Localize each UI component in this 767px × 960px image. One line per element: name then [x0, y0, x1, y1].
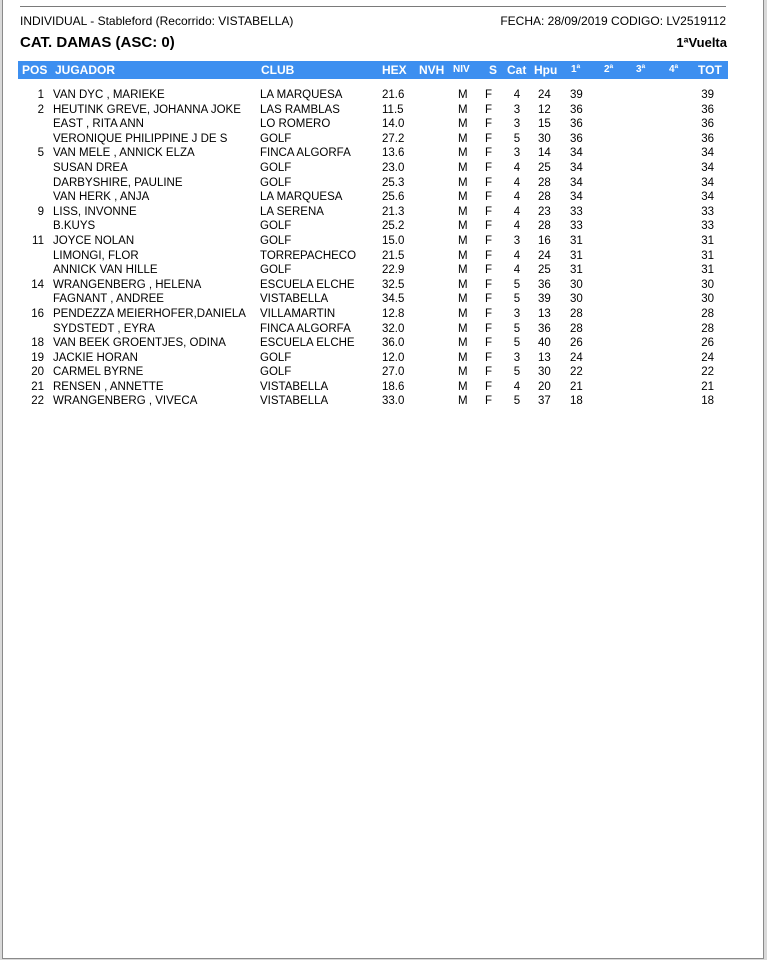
- playing-handicap: 40: [538, 337, 551, 350]
- club-name: FINCA ALGORFA: [260, 322, 351, 335]
- level: M: [458, 337, 468, 350]
- table-row: [3, 264, 763, 279]
- sex: F: [485, 234, 493, 247]
- table-row: [3, 177, 763, 192]
- table-row: [3, 104, 763, 119]
- handicap-exact: 27.0: [382, 366, 405, 379]
- playing-handicap: 36: [538, 322, 551, 335]
- col-round-3: 3ª: [636, 64, 646, 75]
- sex: F: [485, 103, 493, 116]
- club-name: GOLF: [260, 264, 292, 277]
- round-1-score: 30: [570, 293, 583, 306]
- sex: F: [485, 176, 493, 189]
- category: 4: [513, 89, 521, 101]
- total-score: 34: [701, 161, 714, 174]
- handicap-exact: 12.0: [382, 351, 405, 364]
- round-1-score: 31: [570, 264, 583, 277]
- handicap-exact: 32.0: [382, 322, 405, 335]
- total-score: 21: [701, 380, 714, 393]
- playing-handicap: 23: [538, 205, 551, 218]
- sex: F: [485, 161, 493, 174]
- playing-handicap: 20: [538, 380, 551, 393]
- playing-handicap: 28: [538, 191, 551, 204]
- player-name: JOYCE NOLAN: [53, 234, 135, 247]
- club-name: VILLAMARTIN: [260, 307, 336, 320]
- position: 20: [31, 366, 44, 379]
- col-club: CLUB: [261, 63, 295, 77]
- playing-handicap: 30: [538, 366, 551, 379]
- player-name: EAST , RITA ANN: [53, 118, 144, 131]
- round-1-score: 26: [570, 337, 583, 350]
- col-hex: HEX: [382, 63, 407, 77]
- category: 5: [513, 337, 521, 350]
- sex: F: [485, 395, 493, 408]
- handicap-exact: 27.2: [382, 132, 405, 145]
- category: 5: [513, 395, 521, 408]
- level: M: [458, 132, 468, 145]
- club-name: GOLF: [260, 161, 292, 174]
- total-score: 34: [701, 191, 714, 204]
- top-rule: [20, 6, 726, 7]
- category: 4: [513, 161, 521, 174]
- round-1-score: 34: [570, 161, 583, 174]
- player-name: VAN BEEK GROENTJES, ODINA: [53, 337, 226, 350]
- level: M: [458, 351, 468, 364]
- playing-handicap: 13: [538, 351, 551, 364]
- sex: F: [485, 293, 493, 306]
- handicap-exact: 14.0: [382, 118, 405, 131]
- player-name: HEUTINK GREVE, JOHANNA JOKE: [53, 103, 241, 116]
- table-row: [3, 381, 763, 396]
- category: 4: [513, 249, 521, 262]
- table-row: [3, 293, 763, 308]
- player-name: DARBYSHIRE, PAULINE: [53, 176, 183, 189]
- player-name: SUSAN DREA: [53, 161, 128, 174]
- club-name: GOLF: [260, 351, 292, 364]
- handicap-exact: 25.6: [382, 191, 405, 204]
- handicap-exact: 15.0: [382, 234, 405, 247]
- player-name: LIMONGI, FLOR: [53, 249, 139, 262]
- player-name: VAN MELE , ANNICK ELZA: [53, 147, 195, 160]
- sex: F: [485, 307, 493, 320]
- club-name: GOLF: [260, 234, 292, 247]
- player-name: RENSEN , ANNETTE: [53, 380, 164, 393]
- table-row: [3, 206, 763, 221]
- round-1-score: 34: [570, 191, 583, 204]
- category: 4: [513, 205, 521, 218]
- table-row: [3, 147, 763, 162]
- level: M: [458, 176, 468, 189]
- sex: F: [485, 191, 493, 204]
- round-1-score: 18: [570, 395, 583, 408]
- club-name: VISTABELLA: [260, 395, 329, 408]
- club-name: VISTABELLA: [260, 293, 329, 306]
- position: 11: [32, 234, 44, 247]
- position: 16: [31, 307, 44, 320]
- position: 1: [37, 89, 44, 101]
- level: M: [458, 322, 468, 335]
- player-name: JACKIE HORAN: [53, 351, 138, 364]
- player-name: B.KUYS: [53, 220, 96, 233]
- playing-handicap: 24: [538, 249, 551, 262]
- position: 5: [37, 147, 44, 160]
- round-1-score: 28: [570, 307, 583, 320]
- table-header: [18, 61, 728, 79]
- position: 18: [31, 337, 44, 350]
- table-row: [3, 337, 763, 352]
- round-1-score: 36: [570, 118, 583, 131]
- round-1-score: 39: [570, 89, 583, 101]
- category: 5: [513, 293, 521, 306]
- total-score: 33: [701, 205, 714, 218]
- level: M: [458, 249, 468, 262]
- category: 3: [513, 351, 521, 364]
- table-row: [3, 191, 763, 206]
- playing-handicap: 39: [538, 293, 551, 306]
- position: 9: [37, 205, 44, 218]
- club-name: ESCUELA ELCHE: [260, 337, 355, 350]
- col-player: JUGADOR: [55, 63, 116, 77]
- level: M: [458, 161, 468, 174]
- date-code-info: FECHA: 28/09/2019 CODIGO: LV2519112: [500, 14, 726, 28]
- sex: F: [485, 220, 493, 233]
- round-1-score: 21: [570, 380, 583, 393]
- category: 4: [513, 220, 521, 233]
- club-name: FINCA ALGORFA: [260, 147, 351, 160]
- total-score: 31: [701, 249, 714, 262]
- player-name: VAN HERK , ANJA: [53, 191, 150, 204]
- player-name: ANNICK VAN HILLE: [53, 264, 158, 277]
- club-name: LO ROMERO: [260, 118, 331, 131]
- category: 3: [513, 103, 521, 116]
- total-score: 30: [701, 278, 714, 291]
- total-score: 24: [701, 351, 714, 364]
- playing-handicap: 24: [538, 89, 551, 101]
- handicap-exact: 13.6: [382, 147, 405, 160]
- club-name: VISTABELLA: [260, 380, 329, 393]
- round-1-score: 30: [570, 278, 583, 291]
- level: M: [458, 278, 468, 291]
- sex: F: [485, 366, 493, 379]
- category: 5: [513, 366, 521, 379]
- club-name: TORREPACHECO: [260, 249, 357, 262]
- sex: F: [485, 118, 493, 131]
- handicap-exact: 25.3: [382, 176, 405, 189]
- handicap-exact: 12.8: [382, 307, 405, 320]
- playing-handicap: 28: [538, 220, 551, 233]
- level: M: [458, 191, 468, 204]
- playing-handicap: 12: [538, 103, 551, 116]
- handicap-exact: 11.5: [382, 103, 404, 116]
- round-1-score: 36: [570, 132, 583, 145]
- total-score: 31: [701, 234, 714, 247]
- round-1-score: 22: [570, 366, 583, 379]
- col-s: S: [489, 63, 498, 77]
- handicap-exact: 25.2: [382, 220, 405, 233]
- col-pos: POS: [22, 63, 48, 77]
- total-score: 36: [701, 103, 714, 116]
- category: 4: [513, 191, 521, 204]
- col-nvh: NVH: [419, 63, 445, 77]
- level: M: [458, 220, 468, 233]
- level: M: [458, 89, 468, 101]
- category: 3: [513, 234, 521, 247]
- competition-info: INDIVIDUAL - Stableford (Recorrido: VISTABELLA): [20, 14, 294, 28]
- level: M: [458, 147, 468, 160]
- playing-handicap: 37: [538, 395, 551, 408]
- handicap-exact: 36.0: [382, 337, 405, 350]
- col-hpu: Hpu: [534, 63, 558, 77]
- player-name: FAGNANT , ANDREE: [53, 293, 164, 306]
- col-total: TOT: [698, 63, 722, 77]
- level: M: [458, 293, 468, 306]
- table-row: [3, 308, 763, 323]
- sex: F: [485, 380, 493, 393]
- sex: F: [485, 249, 493, 262]
- total-score: 26: [701, 337, 714, 350]
- playing-handicap: 25: [538, 264, 551, 277]
- round-1-score: 34: [570, 176, 583, 189]
- results-page: [2, 0, 764, 959]
- round-1-score: 34: [570, 147, 583, 160]
- handicap-exact: 21.3: [382, 205, 405, 218]
- handicap-exact: 34.5: [382, 293, 405, 306]
- level: M: [458, 118, 468, 131]
- playing-handicap: 16: [538, 234, 551, 247]
- position: 19: [31, 351, 44, 364]
- sex: F: [485, 264, 493, 277]
- round-1-score: 28: [570, 322, 583, 335]
- level: M: [458, 205, 468, 218]
- category: 4: [513, 264, 521, 277]
- club-name: LAS RAMBLAS: [260, 103, 340, 116]
- total-score: 28: [701, 322, 714, 335]
- club-name: LA MARQUESA: [260, 191, 343, 204]
- level: M: [458, 264, 468, 277]
- category: 5: [513, 132, 521, 145]
- club-name: GOLF: [260, 132, 292, 145]
- player-name: VERONIQUE PHILIPPINE J DE S: [53, 132, 228, 145]
- sex: F: [485, 351, 493, 364]
- col-round-1: 1ª: [571, 64, 581, 75]
- total-score: 34: [701, 176, 714, 189]
- club-name: LA SERENA: [260, 205, 324, 218]
- round-label: 1ªVuelta: [676, 35, 727, 50]
- total-score: 31: [701, 264, 714, 277]
- playing-handicap: 25: [538, 161, 551, 174]
- playing-handicap: 30: [538, 132, 551, 145]
- position: 22: [31, 395, 44, 408]
- results-table: [3, 89, 763, 410]
- player-name: SYDSTEDT , EYRA: [53, 322, 156, 335]
- player-name: LISS, INVONNE: [53, 205, 137, 218]
- sex: F: [485, 322, 493, 335]
- category: 3: [513, 307, 521, 320]
- category: 4: [513, 380, 521, 393]
- level: M: [458, 380, 468, 393]
- table-row: [3, 162, 763, 177]
- total-score: 30: [701, 293, 714, 306]
- club-name: GOLF: [260, 366, 292, 379]
- table-row: [3, 220, 763, 235]
- handicap-exact: 21.5: [382, 249, 405, 262]
- playing-handicap: 14: [538, 147, 551, 160]
- category: 5: [513, 322, 521, 335]
- playing-handicap: 13: [538, 307, 551, 320]
- total-score: 39: [701, 89, 714, 101]
- category: 4: [513, 176, 521, 189]
- table-row: [3, 323, 763, 338]
- playing-handicap: 15: [538, 118, 551, 131]
- total-score: 36: [701, 132, 714, 145]
- club-name: GOLF: [260, 220, 292, 233]
- round-1-score: 24: [570, 351, 583, 364]
- position: 14: [31, 278, 44, 291]
- handicap-exact: 33.0: [382, 395, 405, 408]
- handicap-exact: 21.6: [382, 89, 405, 101]
- category-title: CAT. DAMAS (ASC: 0): [20, 34, 175, 51]
- level: M: [458, 366, 468, 379]
- category: 5: [513, 278, 521, 291]
- sex: F: [485, 147, 493, 160]
- handicap-exact: 23.0: [382, 161, 405, 174]
- position: 2: [37, 103, 44, 116]
- position: 21: [31, 380, 44, 393]
- round-1-score: 31: [570, 249, 583, 262]
- table-row: [3, 366, 763, 381]
- round-1-score: 31: [570, 234, 583, 247]
- table-row: [3, 395, 763, 410]
- playing-handicap: 28: [538, 176, 551, 189]
- playing-handicap: 36: [538, 278, 551, 291]
- sex: F: [485, 205, 493, 218]
- handicap-exact: 22.9: [382, 264, 405, 277]
- total-score: 28: [701, 307, 714, 320]
- player-name: WRANGENBERG , HELENA: [53, 278, 202, 291]
- level: M: [458, 234, 468, 247]
- table-row: [3, 250, 763, 265]
- total-score: 33: [701, 220, 714, 233]
- col-cat: Cat: [507, 63, 527, 77]
- col-niv: NIV: [453, 64, 470, 75]
- sex: F: [485, 337, 493, 350]
- category: 3: [513, 147, 521, 160]
- table-row: [3, 118, 763, 133]
- level: M: [458, 103, 468, 116]
- sex: F: [485, 89, 493, 101]
- sex: F: [485, 132, 493, 145]
- player-name: CARMEL BYRNE: [53, 366, 144, 379]
- club-name: GOLF: [260, 176, 292, 189]
- player-name: PENDEZZA MEIERHOFER,DANIELA: [53, 307, 246, 320]
- round-1-score: 36: [570, 103, 583, 116]
- table-row: [3, 133, 763, 148]
- category: 3: [513, 118, 521, 131]
- total-score: 36: [701, 118, 714, 131]
- level: M: [458, 307, 468, 320]
- level: M: [458, 395, 468, 408]
- player-name: VAN DYC , MARIEKE: [53, 89, 165, 101]
- sex: F: [485, 278, 493, 291]
- club-name: LA MARQUESA: [260, 89, 343, 101]
- round-1-score: 33: [570, 220, 583, 233]
- round-1-score: 33: [570, 205, 583, 218]
- total-score: 22: [701, 366, 714, 379]
- table-row: [3, 235, 763, 250]
- table-row: [3, 352, 763, 367]
- table-row: [3, 279, 763, 294]
- table-row: [3, 89, 763, 104]
- club-name: ESCUELA ELCHE: [260, 278, 355, 291]
- col-round-2: 2ª: [604, 64, 614, 75]
- handicap-exact: 18.6: [382, 380, 405, 393]
- col-round-4: 4ª: [669, 64, 679, 75]
- player-name: WRANGENBERG , VIVECA: [53, 395, 198, 408]
- total-score: 18: [701, 395, 714, 408]
- handicap-exact: 32.5: [382, 278, 405, 291]
- total-score: 34: [701, 147, 714, 160]
